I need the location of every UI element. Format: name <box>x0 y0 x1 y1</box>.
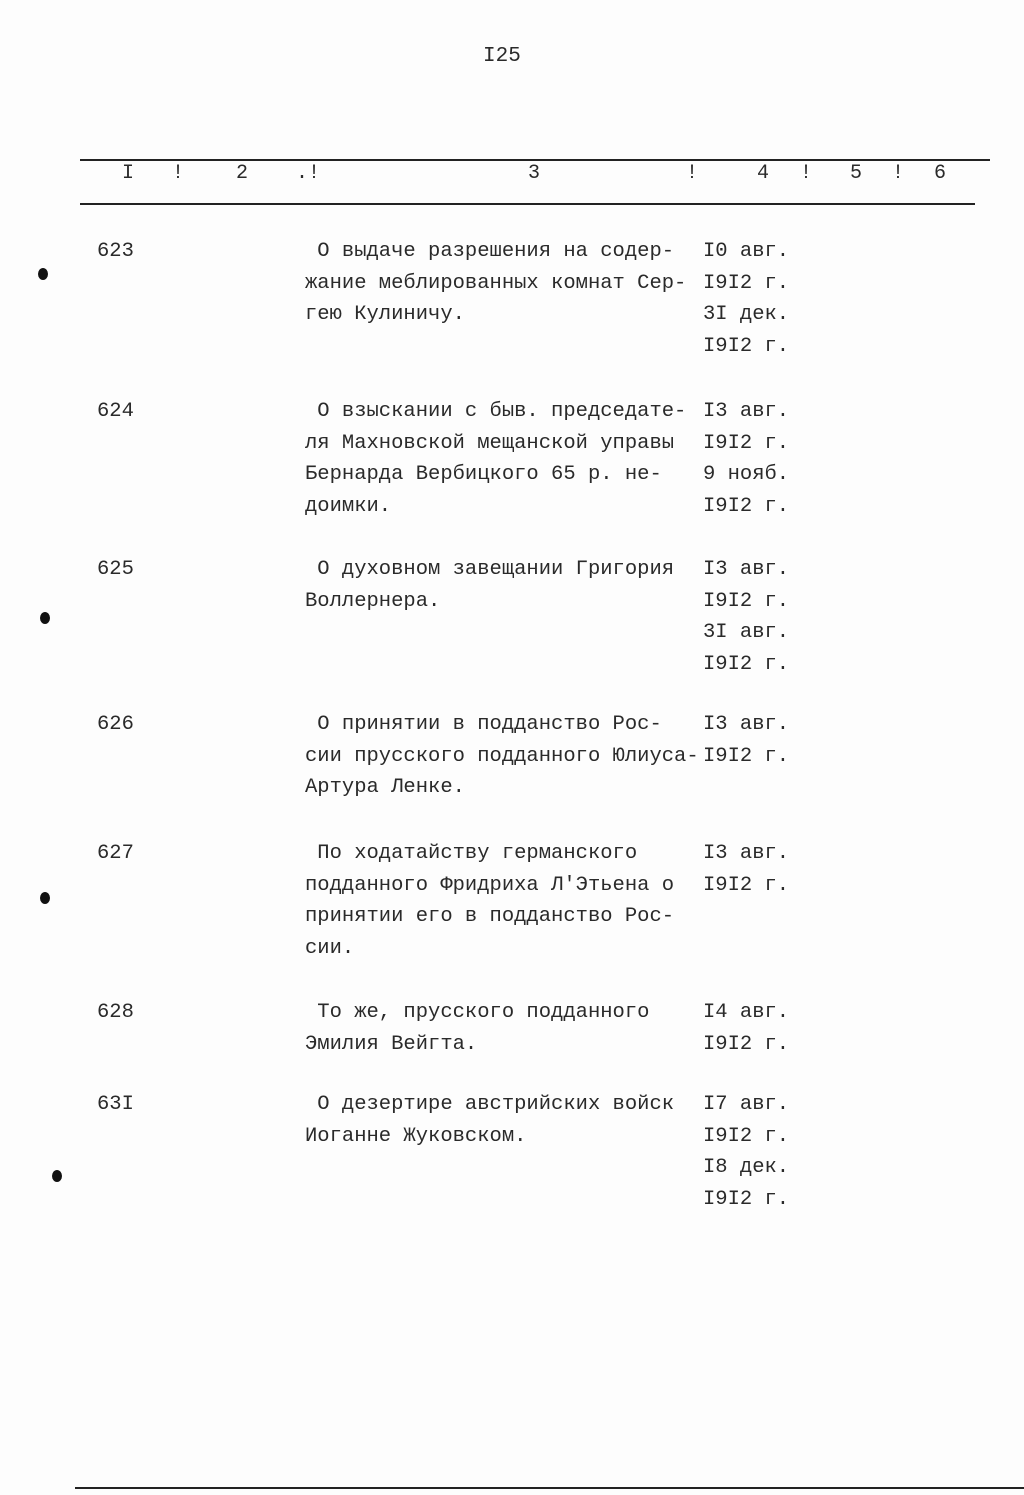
description-line: О духовном завещании Григория <box>305 558 675 581</box>
description-line: Артура Ленке. <box>305 776 465 799</box>
date-line: I0 авг. <box>703 240 790 263</box>
date-line: I9I2 г. <box>703 652 790 676</box>
description-line: ля Махновской мещанской управы <box>305 431 675 455</box>
date-line: I9I2 г. <box>703 1124 790 1148</box>
description-line: сии прусского подданного Юлиуса- <box>305 744 699 768</box>
entry-dates <box>703 1089 789 1215</box>
hole-punch-mark <box>40 612 50 624</box>
entry-number: 625 <box>97 558 134 581</box>
entry-dates <box>703 236 789 362</box>
hole-punch-mark <box>40 892 50 904</box>
description-line: принятии его в подданство Рос- <box>305 905 675 928</box>
date-line: I9I2 г. <box>703 271 790 295</box>
entry-description <box>305 554 674 617</box>
date-line: I9I2 г. <box>703 1032 790 1056</box>
column-separator: ! <box>686 162 699 185</box>
entry-number: 628 <box>97 1001 134 1024</box>
hole-punch-mark <box>38 268 48 280</box>
entry-dates <box>703 997 789 1060</box>
date-line: I4 авг. <box>703 1001 790 1024</box>
entry-dates <box>703 396 789 522</box>
date-line: I9I2 г. <box>703 589 790 613</box>
description-line: О принятии в подданство Рос- <box>305 713 662 736</box>
entry-dates <box>703 709 789 772</box>
date-line: I9I2 г. <box>703 494 790 518</box>
date-line: I9I2 г. <box>703 334 790 358</box>
entry-description <box>305 1089 674 1152</box>
date-line: I9I2 г. <box>703 873 790 897</box>
date-line: I9I2 г. <box>703 744 790 768</box>
date-line: I3 авг. <box>703 842 790 865</box>
date-line: I8 дек. <box>703 1156 790 1179</box>
bottom-rule <box>75 1487 1024 1489</box>
description-line: По ходатайству германского <box>305 842 638 865</box>
entry-number: 63I <box>97 1093 134 1116</box>
date-line: I3 авг. <box>703 558 790 581</box>
column-header: 2 <box>236 162 249 185</box>
entry-number: 623 <box>97 240 134 263</box>
description-line: Воллернера. <box>305 589 441 613</box>
column-header: 3 <box>528 162 541 185</box>
description-line: Бернарда Вербицкого 65 р. не- <box>305 463 662 486</box>
description-line: подданного Фридриха Л'Этьена о <box>305 873 675 897</box>
column-header: 5 <box>850 162 863 185</box>
description-line: О взыскании с быв. председате- <box>305 400 687 423</box>
entry-description <box>305 838 674 964</box>
description-line: жание меблированных комнат Сер- <box>305 271 687 295</box>
date-line: 3I дек. <box>703 303 790 326</box>
header-bottom-rule <box>80 203 975 205</box>
date-line: I3 авг. <box>703 400 790 423</box>
column-header: 4 <box>757 162 770 185</box>
description-line: О выдаче разрешения на содер- <box>305 240 675 263</box>
entry-number: 627 <box>97 842 134 865</box>
date-line: 3I авг. <box>703 621 790 644</box>
description-line: гею Кулиничу. <box>305 303 465 326</box>
entry-description <box>305 396 686 522</box>
column-header: I <box>122 162 135 185</box>
column-separator: ! <box>892 162 905 185</box>
header-top-rule <box>80 159 990 161</box>
description-line: То же, прусского подданного <box>305 1001 650 1024</box>
description-line: сии. <box>305 936 355 960</box>
description-line: доимки. <box>305 494 392 518</box>
hole-punch-mark <box>52 1170 62 1182</box>
description-line: О дезертире австрийских войск <box>305 1093 675 1116</box>
date-line: I9I2 г. <box>703 1187 790 1211</box>
description-line: Эмилия Вейгта. <box>305 1032 478 1056</box>
date-line: I7 авг. <box>703 1093 790 1116</box>
date-line: 9 нояб. <box>703 463 790 486</box>
date-line: I9I2 г. <box>703 431 790 455</box>
column-header: 6 <box>934 162 947 185</box>
entry-number: 624 <box>97 400 134 423</box>
page-number: I25 <box>483 45 521 68</box>
column-separator: ! <box>172 162 185 185</box>
entry-description <box>305 709 699 804</box>
column-separator: .! <box>296 162 321 185</box>
description-line: Иоганне Жуковском. <box>305 1124 527 1148</box>
date-line: I3 авг. <box>703 713 790 736</box>
entry-description <box>305 236 686 331</box>
entry-number: 626 <box>97 713 134 736</box>
entry-dates <box>703 838 789 901</box>
column-separator: ! <box>800 162 813 185</box>
entry-dates <box>703 554 789 680</box>
entry-description <box>305 997 649 1060</box>
